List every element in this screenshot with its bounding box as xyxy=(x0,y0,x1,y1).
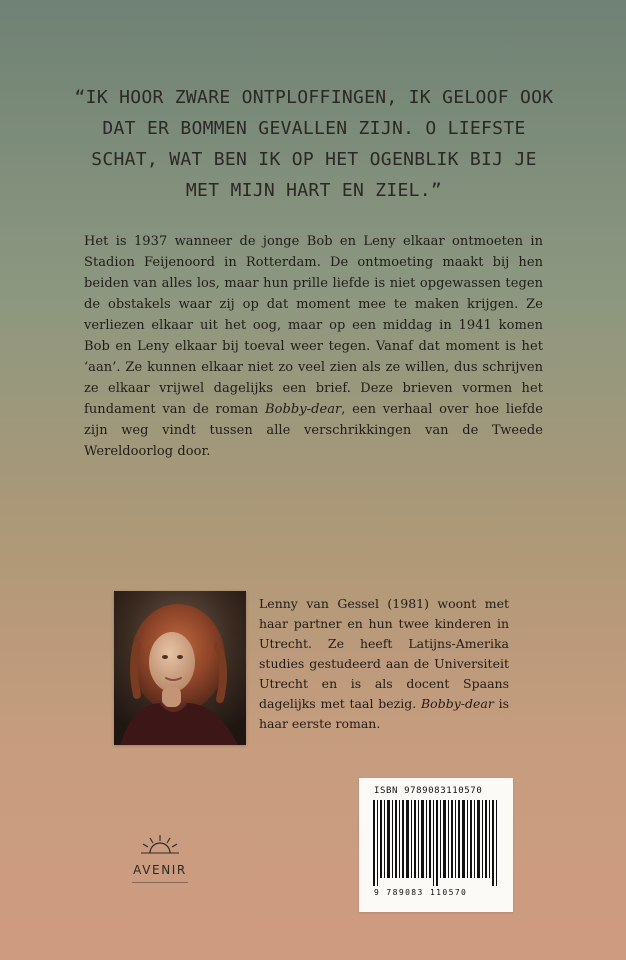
barcode-digits: 9 789083 110570 xyxy=(374,888,468,897)
author-bio-ending: is haar eerste roman. xyxy=(259,696,509,731)
quote: “IK HOOR ZWARE ONTPLOFFINGEN, IK GELOOF OOK DAT ER BOMMEN GEVALLEN ZIJN. O LIEFSTE SCHAT, WAT BEN IK OP HET OGENBLIK BIJ JE MET MIJN HART EN ZIEL.” xyxy=(74,87,554,201)
author-bio-text: Lenny van Gessel (1981) woont met haar partner en hun twee kinderen in Utrecht. Ze heeft Latijns-Amerika studies gestudeerd aan de Universiteit Utrecht en is als docent Spaans dagelijks met taal bezig. xyxy=(259,596,509,711)
blurb-title: Bobby-dear xyxy=(265,402,342,417)
publisher-logo xyxy=(117,831,203,883)
blurb-ending: , een verhaal over hoe liefde zijn weg vindt tussen alle verschrikkingen van de Tweede Wereldoorlog door. xyxy=(84,402,544,459)
sunrise-icon xyxy=(139,831,181,859)
author-bio xyxy=(259,594,509,734)
barcode xyxy=(359,778,513,912)
publisher-underline xyxy=(132,882,188,883)
book-blurb xyxy=(84,231,543,462)
author-bio-title: Bobby-dear xyxy=(420,696,494,711)
barcode-bars xyxy=(372,800,500,886)
author-photo xyxy=(114,591,246,745)
blurb-intro: Het is 1937 wanneer de jonge Bob en Leny elkaar ontmoeten in Stadion Feijenoord in Rotterdam. De ontmoeting maakt bij hen beiden van alles los, maar hun prille liefde is niet opgewassen tegen de obstakels waar zij op dat moment mee te maken krijgen. Ze verliezen elkaar uit het oog, maar op een middag in 1941 komen Bob en Leny elkaar bij toeval weer tegen. Vanaf dat moment is het ‘aan’. Ze kunnen elkaar niet zo veel zien als ze willen, dus schrijven ze elkaar vrijwel dagelijks een brief. Deze brieven vormen het fundament van de roman xyxy=(84,234,543,417)
publisher-name: AVENIR xyxy=(133,863,187,877)
isbn-label: ISBN 9789083110570 xyxy=(374,786,483,796)
